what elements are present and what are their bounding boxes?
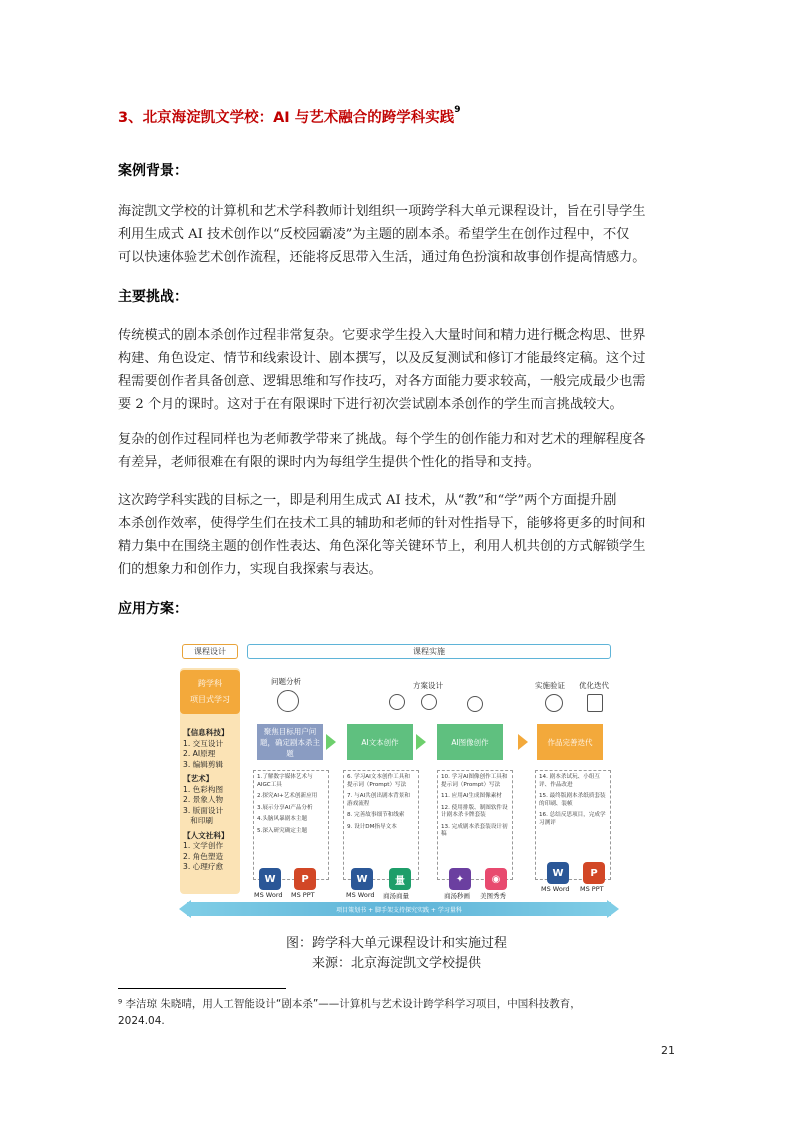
list-item: 1. 交互设计 (183, 738, 224, 748)
app-label: MS PPT (580, 885, 604, 893)
list-item: 8. 完善故事细节和线索 (347, 812, 405, 818)
list-item: 3. 编辑剪辑 (183, 759, 224, 769)
list-item: 7. 与AI共创出剧本背景和游戏流程 (347, 793, 410, 807)
ms-word-icon: W (547, 862, 569, 884)
team-icon (421, 694, 437, 710)
text-line: 利用生成式 AI 技术创作以“反校园霸凌”为主题的剧本杀。希望学生在创作过程中，不仅 (118, 227, 630, 242)
list-item: 3. 心理疗愈 (183, 862, 224, 871)
text-line: 有差异，老师很难在有限的课时内为每组学生提供个性化的指导和支持。 (118, 455, 540, 470)
list-item: 15. 最终版剧本杀纸质套装的印刷、装帧 (539, 793, 606, 807)
head-gear-icon (277, 690, 299, 712)
list-item: 5.深入研究确定主题 (257, 827, 308, 834)
task-list-1 (253, 770, 329, 880)
paragraph-challenges-3 (118, 489, 678, 581)
ms-word-icon: W (351, 868, 373, 890)
text-line: 构建、角色设定、情节和线索设计、剧本撰写，以及反复测试和修订才能最终定稿。这个过 (118, 351, 646, 366)
paragraph-challenges-2 (118, 428, 678, 474)
list-item: 1.了解数字媒体艺术与AIGC工具 (257, 774, 313, 788)
app-label: MS Word (254, 891, 283, 899)
list-item: 10. 学习AI图像创作工具和提示词（Prompt）写法 (441, 774, 508, 788)
meitu-icon: ◉ (485, 868, 507, 890)
flow-step-2: AI文本创作 (347, 724, 413, 760)
text-line: 程需要创作者具备创意、逻辑思维和写作技巧，对各方面能力要求较高，一般完成最少也需 (118, 374, 646, 389)
text-line: 复杂的创作过程同样也为老师教学带来了挑战。每个学生的创作能力和对艺术的理解程度各 (118, 432, 646, 447)
sensenova-draw-icon: ✦ (449, 868, 471, 890)
left-top-label-2: 项目式学习 (190, 695, 230, 704)
paragraph-background (118, 200, 678, 269)
list-item: 16. 总结反思项目，完成学习测评 (539, 812, 606, 826)
list-item: 2. 景象人物 (183, 795, 224, 804)
heading-background: 案例背景： (118, 163, 188, 179)
app-label: MS Word (346, 891, 375, 899)
header-course-design: 课程设计 (182, 644, 238, 659)
footnote (118, 996, 678, 1030)
footnote-line: 2024.04. (118, 1015, 165, 1027)
text-line: 要 2 个月的课时。这对于在有限课时下进行初次尝试剧本杀创作的学生而言挑战较大。 (118, 397, 623, 412)
arrow-icon (518, 734, 528, 750)
text-line: 精力集中在围绕主题的创作性表达、角色深化等关键环节上，利用人机共创的方式解锁学生 (118, 539, 646, 554)
task-list-2 (343, 770, 419, 880)
checklist-icon (587, 694, 603, 712)
left-subject-list (183, 728, 229, 873)
left-top-label-1: 跨学科 (198, 679, 222, 688)
list-item: 1. 色彩构图 (183, 784, 224, 794)
double-arrow-right-icon (607, 900, 619, 918)
section-title (118, 106, 461, 127)
list-item: 和印刷 (183, 816, 214, 825)
figure-caption: 图：跨学科大单元课程设计和实施过程 (285, 936, 507, 951)
stage-label-iterate: 优化迭代 (579, 681, 609, 690)
footnote-divider (118, 988, 286, 989)
footnote-ref[interactable]: 9 (454, 105, 461, 116)
app-label: 商汤商量 (383, 892, 409, 900)
bottom-bar: 项目策划书 + 脚手架支持探究实践 + 学习量科 (187, 902, 611, 916)
list-item: 2. 角色塑造 (183, 851, 224, 861)
person-check-icon (545, 694, 563, 712)
app-label: 商汤秒画 (444, 892, 470, 900)
arrow-icon (416, 734, 426, 750)
section-title-text: 3、北京海淀凯文学校：AI 与艺术融合的跨学科实践 (118, 110, 455, 126)
list-item: 13. 完成剧本杀套装设计初稿 (441, 823, 508, 837)
list-item: 9. 设计DM指导文本 (347, 823, 397, 830)
heading-solution: 应用方案： (118, 601, 188, 617)
arrow-icon (326, 734, 336, 750)
figure-source: 来源：北京海淀凯文学校提供 (311, 956, 481, 971)
text-line: 可以快速体验艺术创作流程，还能将反思带入生活，通过角色扮演和故事创作提高情感力。 (118, 250, 646, 265)
text-line: 们的想象力和创作力，实现自我探索与表达。 (118, 562, 382, 577)
list-item: 14. 剧本杀试玩、小组互评、作品改进 (539, 774, 601, 788)
list-item: 11. 应用AI生成图像素材 (441, 793, 502, 799)
sensenova-chat-icon: 量 (389, 868, 411, 890)
footnote-line: ⁹ 李洁琼 朱晓晴，用人工智能设计“剧本杀”——计算机与艺术设计跨学科学习项目，中国科技教育， (118, 998, 581, 1010)
flow-step-1: 聚焦目标用户问题，确定剧本杀主题 (257, 724, 323, 760)
document-icon (389, 694, 405, 710)
flow-step-4: 作品完善迭代 (537, 724, 603, 760)
ms-word-icon: W (259, 868, 281, 890)
task-list-3 (437, 770, 513, 880)
stage-label-design: 方案设计 (413, 681, 443, 690)
person-icon (467, 696, 483, 712)
paragraph-challenges-1 (118, 324, 678, 416)
app-label: MS Word (541, 885, 570, 893)
stage-label-verify: 实施验证 (535, 681, 565, 690)
page-number: 21 (661, 1044, 675, 1057)
text-line: 海淀凯文学校的计算机和艺术学科教师计划组织一项跨学科大单元课程设计，旨在引导学生 (118, 204, 646, 219)
list-item: 4.头脑风暴剧本主题 (257, 816, 308, 822)
stage-label-problem: 问题分析 (271, 677, 301, 686)
app-label: 美图秀秀 (480, 892, 506, 900)
list-item: 1. 文学创作 (183, 841, 224, 850)
list-item: 【艺术】 (183, 774, 214, 783)
text-line: 这次跨学科实践的目标之一，即是利用生成式 AI 技术，从“教”和“学”两个方面提升剧 (118, 493, 617, 508)
list-item: 2.探究AI+艺术创新应用 (257, 793, 318, 799)
course-design-figure (177, 640, 617, 925)
left-column-top (180, 670, 240, 714)
heading-challenges: 主要挑战： (118, 289, 188, 305)
app-label: MS PPT (291, 891, 315, 899)
list-item: 3. 版面设计 (183, 805, 224, 815)
list-item: 6. 学习AI文本创作工具和提示词（Prompt）写法 (347, 774, 410, 788)
ms-ppt-icon: P (583, 862, 605, 884)
flow-step-3: AI图像创作 (437, 724, 503, 760)
list-item: 【人文社科】 (183, 830, 229, 840)
list-item: 【信息科技】 (183, 728, 229, 737)
header-course-implementation: 课程实施 (247, 644, 611, 659)
text-line: 传统模式的剧本杀创作过程非常复杂。它要求学生投入大量时间和精力进行概念构思、世界 (118, 328, 646, 343)
list-item: 3.展示分享AI产品分析 (257, 804, 313, 811)
list-item: 2. AI原理 (183, 749, 216, 758)
list-item: 12. 使用排版、制图软件设计剧本杀卡牌套装 (441, 804, 508, 818)
text-line: 本杀创作效率，使得学生们在技术工具的辅助和老师的针对性指导下，能够将更多的时间和 (118, 516, 646, 531)
ms-ppt-icon: P (294, 868, 316, 890)
